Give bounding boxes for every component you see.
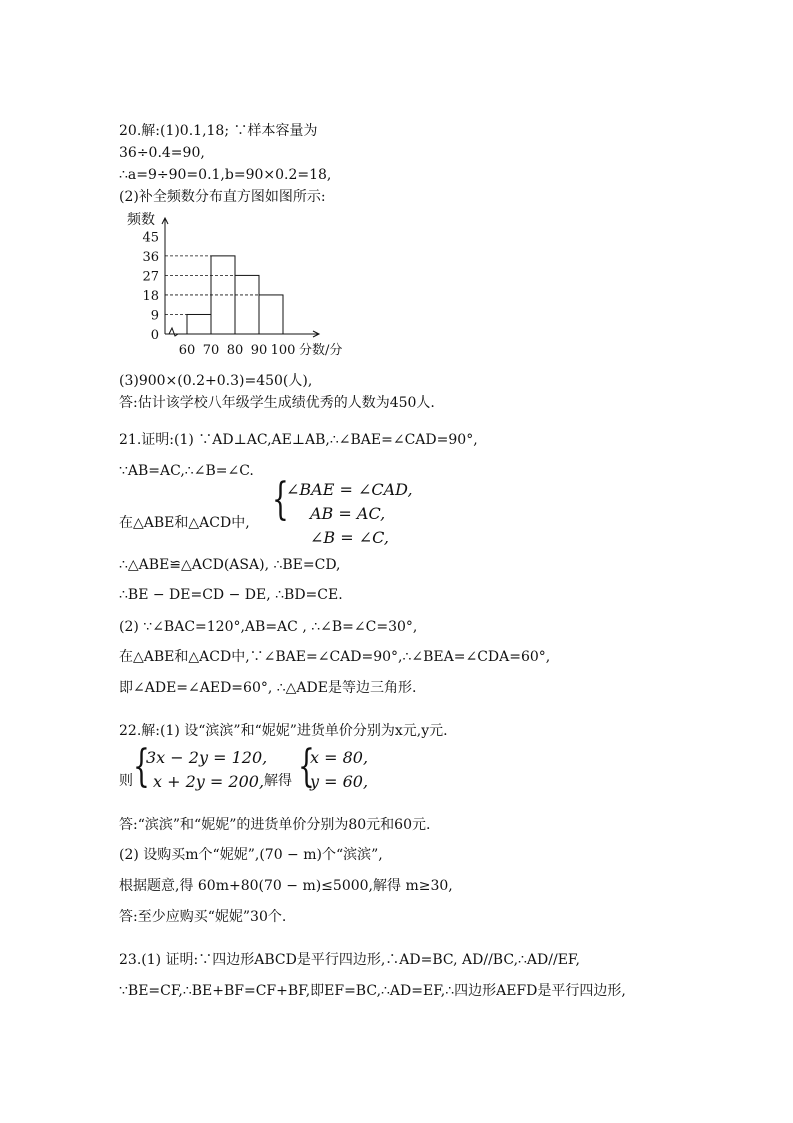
y-axis-label: 频数 — [127, 212, 155, 228]
equation-1: 3x − 2y = 120, — [146, 748, 268, 767]
q22-jiede: 解得 — [264, 773, 292, 789]
system-eq3: ∠B = ∠C, — [310, 528, 389, 547]
q20-line5: (3)900×(0.2+0.3)=450(人), — [119, 373, 313, 389]
equation-2: x + 2y = 200, — [153, 772, 265, 791]
x-axis-label: 分数/分 — [299, 343, 343, 358]
x-tick-label: 90 — [250, 343, 268, 358]
solution-1: x = 80, — [310, 748, 369, 767]
system-eq2: AB = AC, — [310, 504, 386, 523]
y-tick-label: 45 — [142, 230, 159, 246]
axis-break-mark — [169, 328, 178, 336]
q22-line3: (2) 设购买m个“妮妮”,(70 − m)个“滨滨”, — [119, 847, 383, 863]
q21-line2: ∵AB=AC,∴∠B=∠C. — [119, 463, 254, 479]
q23-line2: ∵BE=CF,∴BE+BF=CF+BF,即EF=BC,∴AD=EF,∴四边形AEFD是平行四边形, — [119, 983, 626, 999]
q21-line6: (2) ∵∠BAC=120°,AB=AC , ∴∠B=∠C=30°, — [119, 619, 418, 635]
q23-line1: 23.(1) 证明:∵四边形ABCD是平行四边形,∴AD=BC, AD//BC,∴AD//EF, — [119, 952, 580, 968]
x-tick-label: 100 — [270, 343, 296, 358]
y-tick-label: 9 — [150, 308, 159, 324]
q21-line3-prefix: 在△ABE和△ACD中, — [119, 515, 250, 531]
q21-line4: ∴△ABE≌△ACD(ASA), ∴BE=CD, — [119, 557, 341, 573]
q22-answer: 答:至少应购买“妮妮”30个. — [119, 909, 287, 925]
q22-ze: 则 — [119, 773, 133, 789]
left-brace: { — [133, 741, 150, 792]
solution-2: y = 60, — [310, 772, 369, 791]
y-tick-label: 27 — [142, 269, 159, 285]
q20-line4: (2)补全频数分布直方图如图所示: — [119, 189, 326, 205]
histogram-bar — [235, 275, 259, 334]
q20-answer: 答:估计该学校八年级学生成绩优秀的人数为450人. — [119, 395, 435, 411]
q22-line2: 答:“滨滨”和“妮妮”的进货单价分别为80元和60元. — [119, 817, 431, 833]
system-eq1: ∠BAE = ∠CAD, — [286, 480, 413, 499]
q22-line1: 22.解:(1) 设“滨滨”和“妮妮”进货单价分别为x元,y元. — [119, 723, 448, 739]
x-tick-label: 60 — [178, 343, 196, 358]
q21-line8: 即∠ADE=∠AED=60°, ∴△ADE是等边三角形. — [119, 680, 417, 696]
y-tick-label: 0 — [150, 328, 159, 343]
q20-line2: 36÷0.4=90, — [119, 145, 205, 161]
histogram-bar — [187, 314, 211, 334]
y-tick-label: 36 — [142, 249, 159, 265]
x-tick-label: 70 — [202, 343, 220, 358]
frequency-histogram — [119, 206, 379, 364]
left-brace: { — [298, 741, 315, 792]
y-tick-label: 18 — [142, 288, 159, 304]
histogram-bar — [259, 295, 283, 334]
q21-line7: 在△ABE和△ACD中,∵∠BAE=∠CAD=90°,∴∠BEA=∠CDA=60°, — [119, 649, 551, 665]
q21-line1: 21.证明:(1) ∵AD⊥AC,AE⊥AB,∴∠BAE=∠CAD=90°, — [119, 432, 478, 448]
q22-line4: 根据题意,得 60m+80(70 − m)≤5000,解得 m≥30, — [119, 878, 453, 894]
q20-line1: 20.解:(1)0.1,18; ∵样本容量为 — [119, 123, 318, 139]
q20-line3: ∴a=9÷90=0.1,b=90×0.2=18, — [119, 167, 332, 183]
x-tick-label: 80 — [226, 343, 244, 358]
left-brace: { — [272, 474, 289, 525]
q21-line5: ∴BE − DE=CD − DE, ∴BD=CE. — [119, 587, 343, 603]
